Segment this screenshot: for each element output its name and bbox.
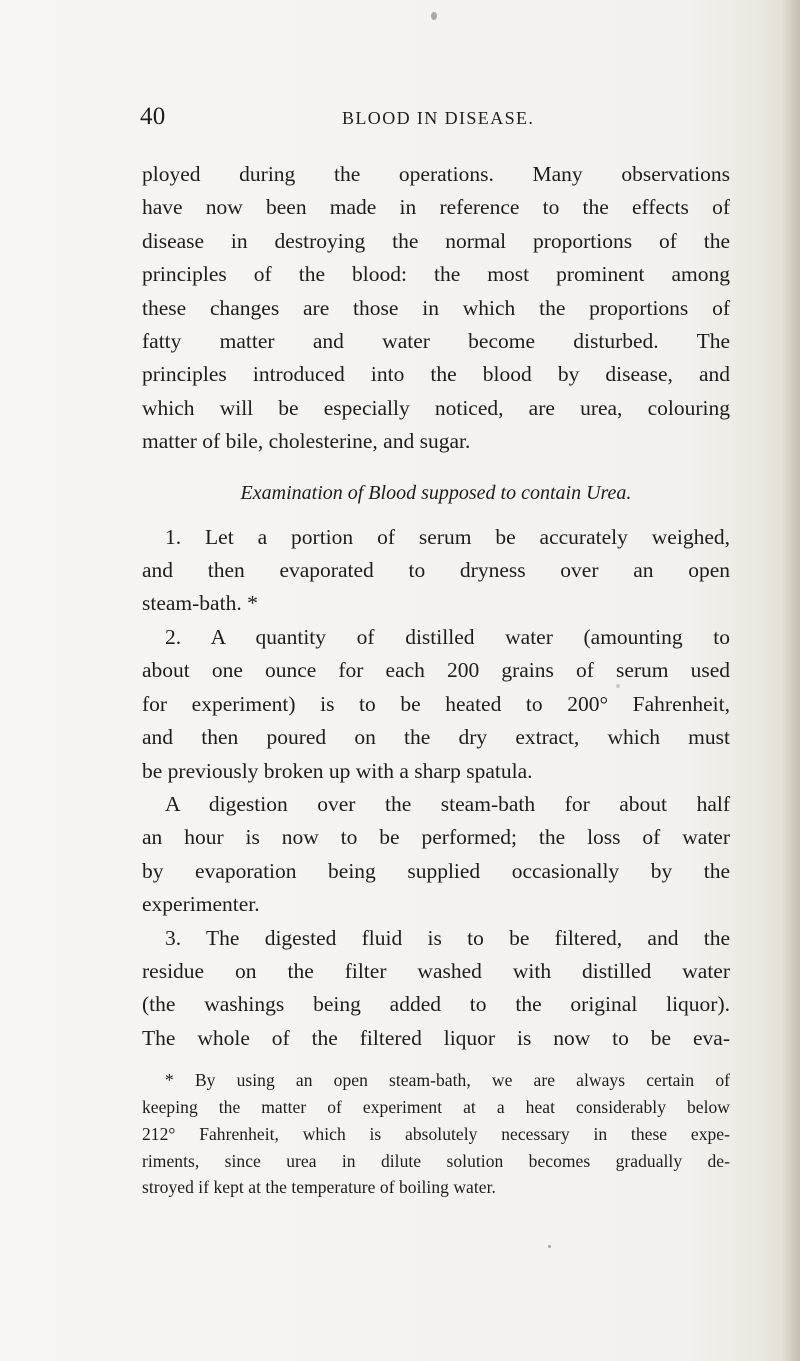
footnote-line: * By using an open steam-bath, we are always certain of <box>165 1070 730 1091</box>
step-line: A digestion over the steam-bath for about half <box>165 791 730 816</box>
body-line: fatty matter and water become disturbed. The <box>142 329 730 354</box>
body-line: principles of the blood: the most prominent among <box>142 262 730 287</box>
body-line: which will be especially noticed, are urea, colouring <box>142 395 730 420</box>
footnote-line: riments, since urea in dilute solution becomes gradually de- <box>142 1150 730 1171</box>
body-line: principles introduced into the blood by disease, and <box>142 362 730 387</box>
body-line: have now been made in reference to the effects of <box>142 195 730 220</box>
page-header <box>0 102 800 142</box>
body-line: disease in destroying the normal proportions of the <box>142 228 730 253</box>
body-line: these changes are those in which the proportions of <box>142 295 730 320</box>
print-speck <box>431 12 437 20</box>
footnote-line: stroyed if kept at the temperature of boiling water. <box>142 1177 496 1198</box>
print-speck <box>616 684 620 688</box>
step-line: 3. The digested fluid is to be filtered, and the <box>165 925 730 950</box>
step-line: for experiment) is to be heated to 200° Fahrenheit, <box>142 691 730 716</box>
step-line: 2. A quantity of distilled water (amounting to <box>165 624 730 649</box>
page-number: 40 <box>140 103 166 130</box>
step-line: an hour is now to be performed; the loss of water <box>142 825 730 850</box>
section-heading: Examination of Blood supposed to contain Urea. <box>240 481 632 504</box>
body-line: matter of bile, cholesterine, and sugar. <box>142 429 471 454</box>
step-line: about one ounce for each 200 grains of serum used <box>142 658 730 683</box>
footnote <box>142 1067 730 1201</box>
footnote-line: keeping the matter of experiment at a heat considerably below <box>142 1096 730 1117</box>
step-line: and then evaporated to dryness over an open <box>142 558 730 583</box>
page-content <box>142 158 730 1201</box>
footnote-line: 212° Fahrenheit, which is absolutely necessary in these expe- <box>142 1123 730 1144</box>
step-line: 1. Let a portion of serum be accurately weighed, <box>165 524 730 549</box>
step-line: residue on the filter washed with distilled water <box>142 958 730 983</box>
step-line: by evaporation being supplied occasionally by the <box>142 858 730 883</box>
step-line: be previously broken up with a sharp spatula. <box>142 758 533 783</box>
page-edge-shadow <box>782 0 800 1361</box>
body-line: ployed during the operations. Many observations <box>142 162 730 186</box>
step-line: (the washings being added to the original liquor). <box>142 992 730 1017</box>
step-line: and then poured on the dry extract, which must <box>142 725 730 750</box>
step-line: steam-bath. * <box>142 591 258 616</box>
step-line: experimenter. <box>142 892 260 917</box>
running-head: BLOOD IN DISEASE. <box>342 108 535 128</box>
step-line: The whole of the filtered liquor is now to be eva- <box>142 1025 730 1050</box>
print-speck <box>548 1245 551 1248</box>
